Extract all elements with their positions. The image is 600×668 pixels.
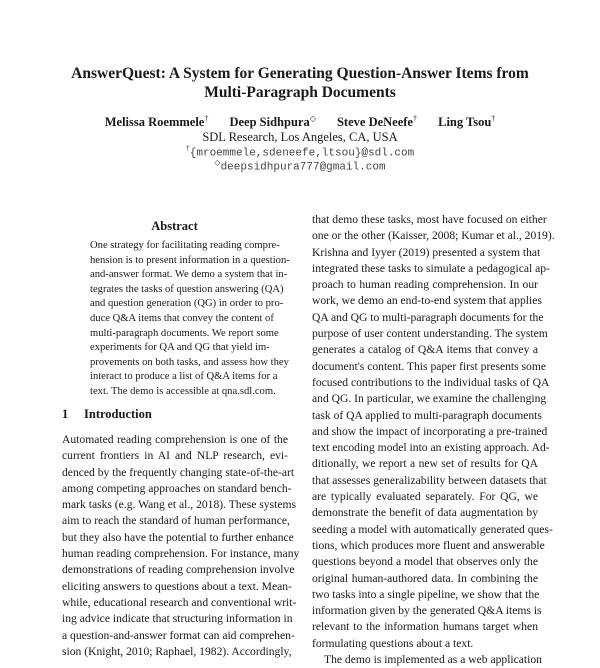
abstract-heading: Abstract: [151, 219, 198, 233]
text-line: Automated reading comprehension is one of the: [62, 433, 288, 446]
right-column-text: [312, 212, 555, 668]
text-line: aim to reach the standard of human performance,: [62, 514, 290, 528]
author-name: Ling Tsou: [438, 115, 492, 130]
text-line: ing advice indicate that structuring information in: [62, 612, 293, 626]
section-number: 1: [62, 407, 69, 421]
author-mark: †: [204, 114, 209, 123]
text-line: multi-paragraph documents. We report some: [90, 327, 279, 339]
text-line: formulating questions about a text.: [312, 636, 474, 650]
email-mark: †: [185, 144, 190, 153]
text-line: and QG. In particular, we examine the challenging: [312, 392, 547, 406]
email-text: deepsidhpura777@gmail.com: [220, 161, 386, 174]
author-mark: †: [412, 114, 417, 123]
email-mark: ◇: [214, 158, 221, 167]
text-line: hension is to present information in a question-: [90, 254, 290, 266]
text-line: demonstrate the benefit of data augmentation by: [312, 506, 538, 520]
text-line: two tasks into a single pipeline, we show that the: [312, 587, 540, 601]
affiliation: SDL Research, Los Angeles, CA, USA: [202, 130, 398, 144]
text-line: seeding a model with automatically generated ques-: [312, 522, 553, 536]
text-line: integrated these tasks to simulate a pedagogical ap-: [312, 261, 550, 275]
text-line: that demo these tasks, most have focused on either: [312, 213, 547, 226]
text-line: generates a catalog of Q&A items that convey a: [312, 343, 538, 357]
left-column-text: [62, 432, 300, 660]
title-line: Multi-Paragraph Documents: [204, 84, 396, 101]
text-line: among competing approaches on standard bench-: [62, 481, 292, 495]
text-line: mark tasks (e.g. Wang et al., 2018). These systems: [62, 498, 297, 512]
author: [105, 115, 209, 129]
paper-title: [0, 64, 600, 102]
text-line: text encoding model into an existing approach. Ad-: [312, 441, 550, 455]
text-line: interact to produce a list of Q&A items for a: [90, 371, 278, 383]
text-line: while, educational research and conventional writ-: [62, 595, 297, 609]
text-line: relevant to the information humans target when: [312, 620, 538, 634]
text-line: and-answer format. We demo a system that in-: [90, 269, 288, 281]
text-line: task of QA applied to multi-paragraph documents: [312, 408, 542, 422]
text-line: purpose of user content understanding. The system: [312, 327, 548, 341]
text-line: document's content. This paper first presents some: [312, 359, 547, 373]
text-line: are typically evaluated separately. For QG, we: [312, 490, 538, 504]
author-name: Steve DeNeefe: [336, 115, 413, 130]
text-line: questions beyond a model that observes only the: [312, 555, 538, 569]
abstract-body: [90, 239, 290, 400]
text-line: original human-authored data. In combining the: [312, 571, 538, 585]
text-line: but they also have the potential to further enhance: [62, 530, 294, 544]
text-line: and question generation (QG) in order to pro-: [90, 298, 284, 310]
text-line: text. The demo is accessible at qna.sdl.com.: [90, 385, 276, 397]
text-line: experiments for QA and QG that yield im-: [90, 342, 270, 354]
text-line: a question-and-answer format can aid comprehen-: [62, 628, 295, 642]
author-list: [0, 114, 600, 130]
text-line: denced by the frequently changing state-of-the-art: [62, 465, 295, 479]
text-line: ditionally, we report a new set of results for QA: [312, 457, 538, 471]
text-line: duce Q&A items that convey the content of: [90, 312, 274, 324]
author: [337, 115, 417, 129]
title-line: AnswerQuest: A System for Generating Question-Answer Items from: [71, 65, 529, 82]
author-mark: †: [491, 114, 496, 123]
section-title: Introduction: [84, 407, 152, 421]
text-line: focused contributions to the individual tasks of QA: [312, 375, 550, 389]
author-name: Deep Sidhpura: [229, 115, 310, 130]
author-name: Melissa Roemmele: [104, 115, 205, 130]
text-line: provements on both tasks, and assess how they: [90, 356, 289, 368]
text-line: sion (Knight, 2010; Raphael, 1982). Accordingly,: [62, 644, 292, 658]
author-mark: ◇: [309, 114, 316, 123]
text-line: proach to human reading comprehension. In our: [312, 278, 538, 292]
text-line: demonstrations of reading comprehension involve: [62, 563, 295, 577]
author: [438, 115, 495, 129]
text-line: work, we demo an end-to-end system that applies: [312, 294, 542, 308]
text-line: Krishna and Iyyer (2019) presented a system that: [312, 245, 541, 259]
text-line: The demo is implemented as a web application: [324, 653, 542, 667]
text-line: information given by the generated Q&A items is: [312, 604, 542, 618]
text-line: that assesses generalizability between datasets that: [312, 473, 547, 487]
text-line: tions, which produces more fluent and answerable: [312, 538, 545, 552]
text-line: eliciting answers to questions about a text. Mean-: [62, 579, 292, 593]
author: [229, 115, 315, 129]
text-line: human reading comprehension. For instance, many: [62, 547, 300, 561]
text-line: One strategy for facilitating reading compre-: [90, 240, 280, 251]
email-line: [0, 158, 600, 174]
email-text: {mroemmele,sdeneefe,ltsou}@sdl.com: [189, 147, 415, 160]
text-line: one or the other (Kaisser, 2008; Kumar et al., 2019).: [312, 229, 555, 243]
text-line: and show the impact of incorporating a pre-trained: [312, 424, 548, 438]
text-line: current frontiers in AI and NLP research, evi-: [62, 449, 288, 463]
text-line: QA and QG to multi-paragraph documents for the: [312, 310, 544, 324]
section-heading: [62, 407, 152, 422]
text-line: tegrates the tasks of question answering (QA): [90, 283, 284, 295]
